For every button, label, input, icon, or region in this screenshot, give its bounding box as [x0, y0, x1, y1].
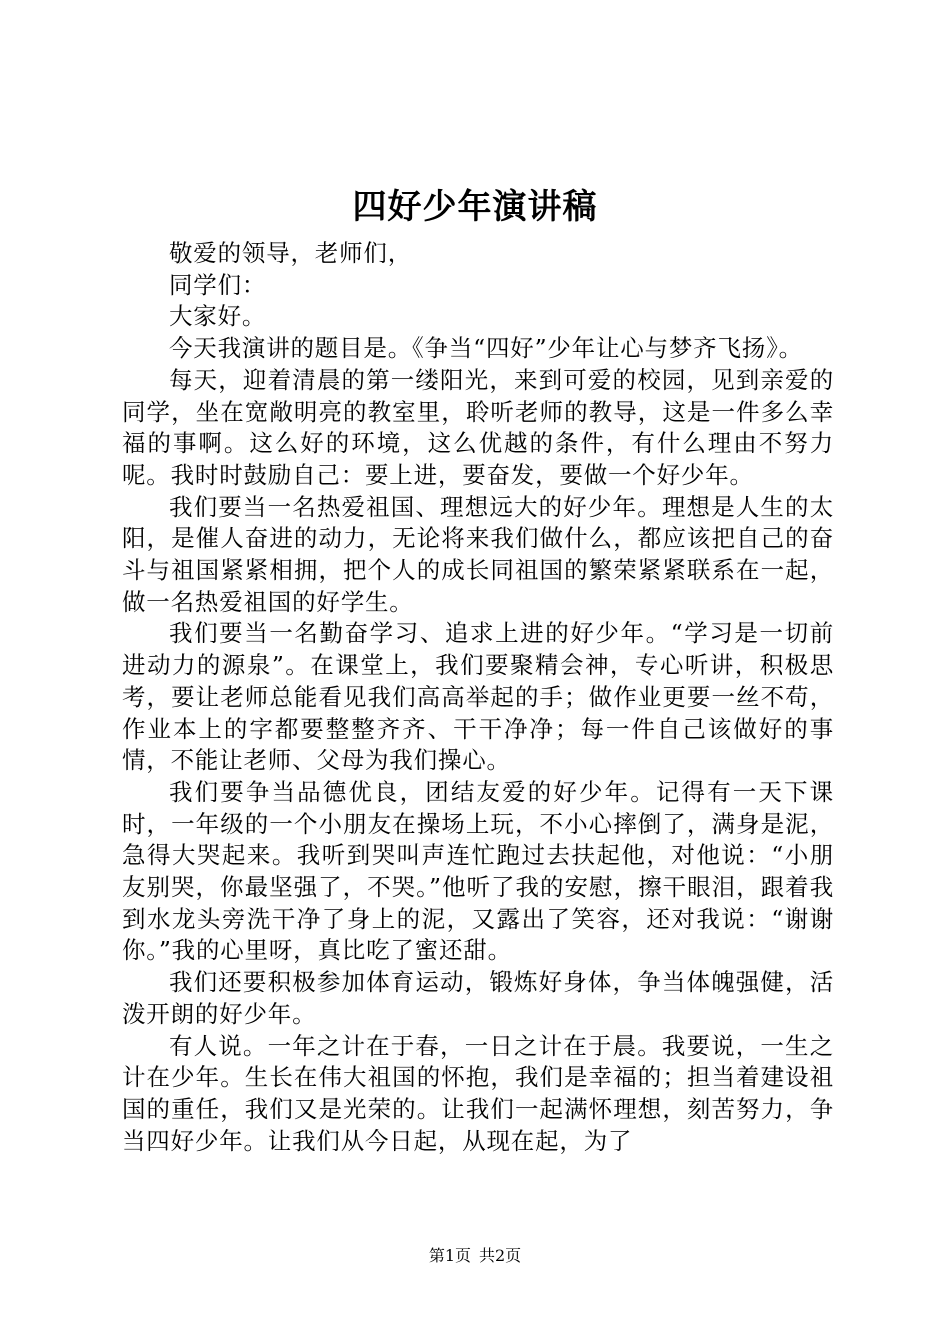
greeting-paragraph: 大家好。	[169, 302, 267, 331]
document-body	[122, 238, 834, 1157]
body-paragraph: 有人说。一年之计在于春，一日之计在于晨。我要说，一生之计在少年。生长在伟大祖国的怀抱，我们是幸福的；担当着建设祖国的重任，我们又是光荣的。让我们一起满怀理想，刻苦努力，争当四好少年。让我们从今日起，从现在起，为了	[122, 1031, 834, 1155]
body-paragraph: 我们要当一名勤奋学习、追求上进的好少年。“学习是一切前进动力的源泉”。在课堂上，我们要聚精会神，专心听讲，积极思考，要让老师总能看见我们高高举起的手；做作业更要一丝不苟，作业本上的字都要整整齐齐、干干净净；每一件自己该做好的事情，不能让老师、父母为我们操心。	[122, 619, 834, 775]
page-footer	[0, 1245, 950, 1267]
salutation-paragraph: 敬爱的领导，老师们，	[169, 239, 412, 267]
page-total: 共2页	[479, 1246, 522, 1265]
body-paragraph: 今天我演讲的题目是。《争当“四好”少年让心与梦齐飞扬》。	[169, 334, 803, 363]
salutation-paragraph: 同学们：	[169, 270, 267, 299]
page-number: 第1页	[428, 1246, 471, 1265]
body-paragraph: 每天，迎着清晨的第一缕阳光，来到可爱的校园，见到亲爱的同学，坐在宽敞明亮的教室里，聆听老师的教导，这是一件多么幸福的事啊。这么好的环境，这么优越的条件，有什么理由不努力呢。我时时鼓励自己：要上进，要奋发，要做一个好少年。	[122, 365, 834, 489]
body-paragraph: 我们要当一名热爱祖国、理想远大的好少年。理想是人生的太阳，是催人奋进的动力，无论将来我们做什么，都应该把自己的奋斗与祖国紧紧相拥，把个人的成长同祖国的繁荣紧紧联系在一起，做一名热爱祖国的好学生。	[122, 492, 834, 616]
body-paragraph: 我们还要积极参加体育运动，锻炼好身体，争当体魄强健，活泼开朗的好少年。	[122, 968, 834, 1028]
document-title: 四好少年演讲稿	[352, 187, 598, 227]
body-paragraph: 我们要争当品德优良，团结友爱的好少年。记得有一天下课时，一年级的一个小朋友在操场上玩，不小心摔倒了，满身是泥，急得大哭起来。我听到哭叫声连忙跑过去扶起他，对他说：“小朋友别哭，你最坚强了，不哭。”他听了我的安慰，擦干眼泪，跟着我到水龙头旁洗干净了身上的泥，又露出了笑容，还对我说：“谢谢你。”我的心里呀，真比吃了蜜还甜。	[122, 777, 834, 965]
